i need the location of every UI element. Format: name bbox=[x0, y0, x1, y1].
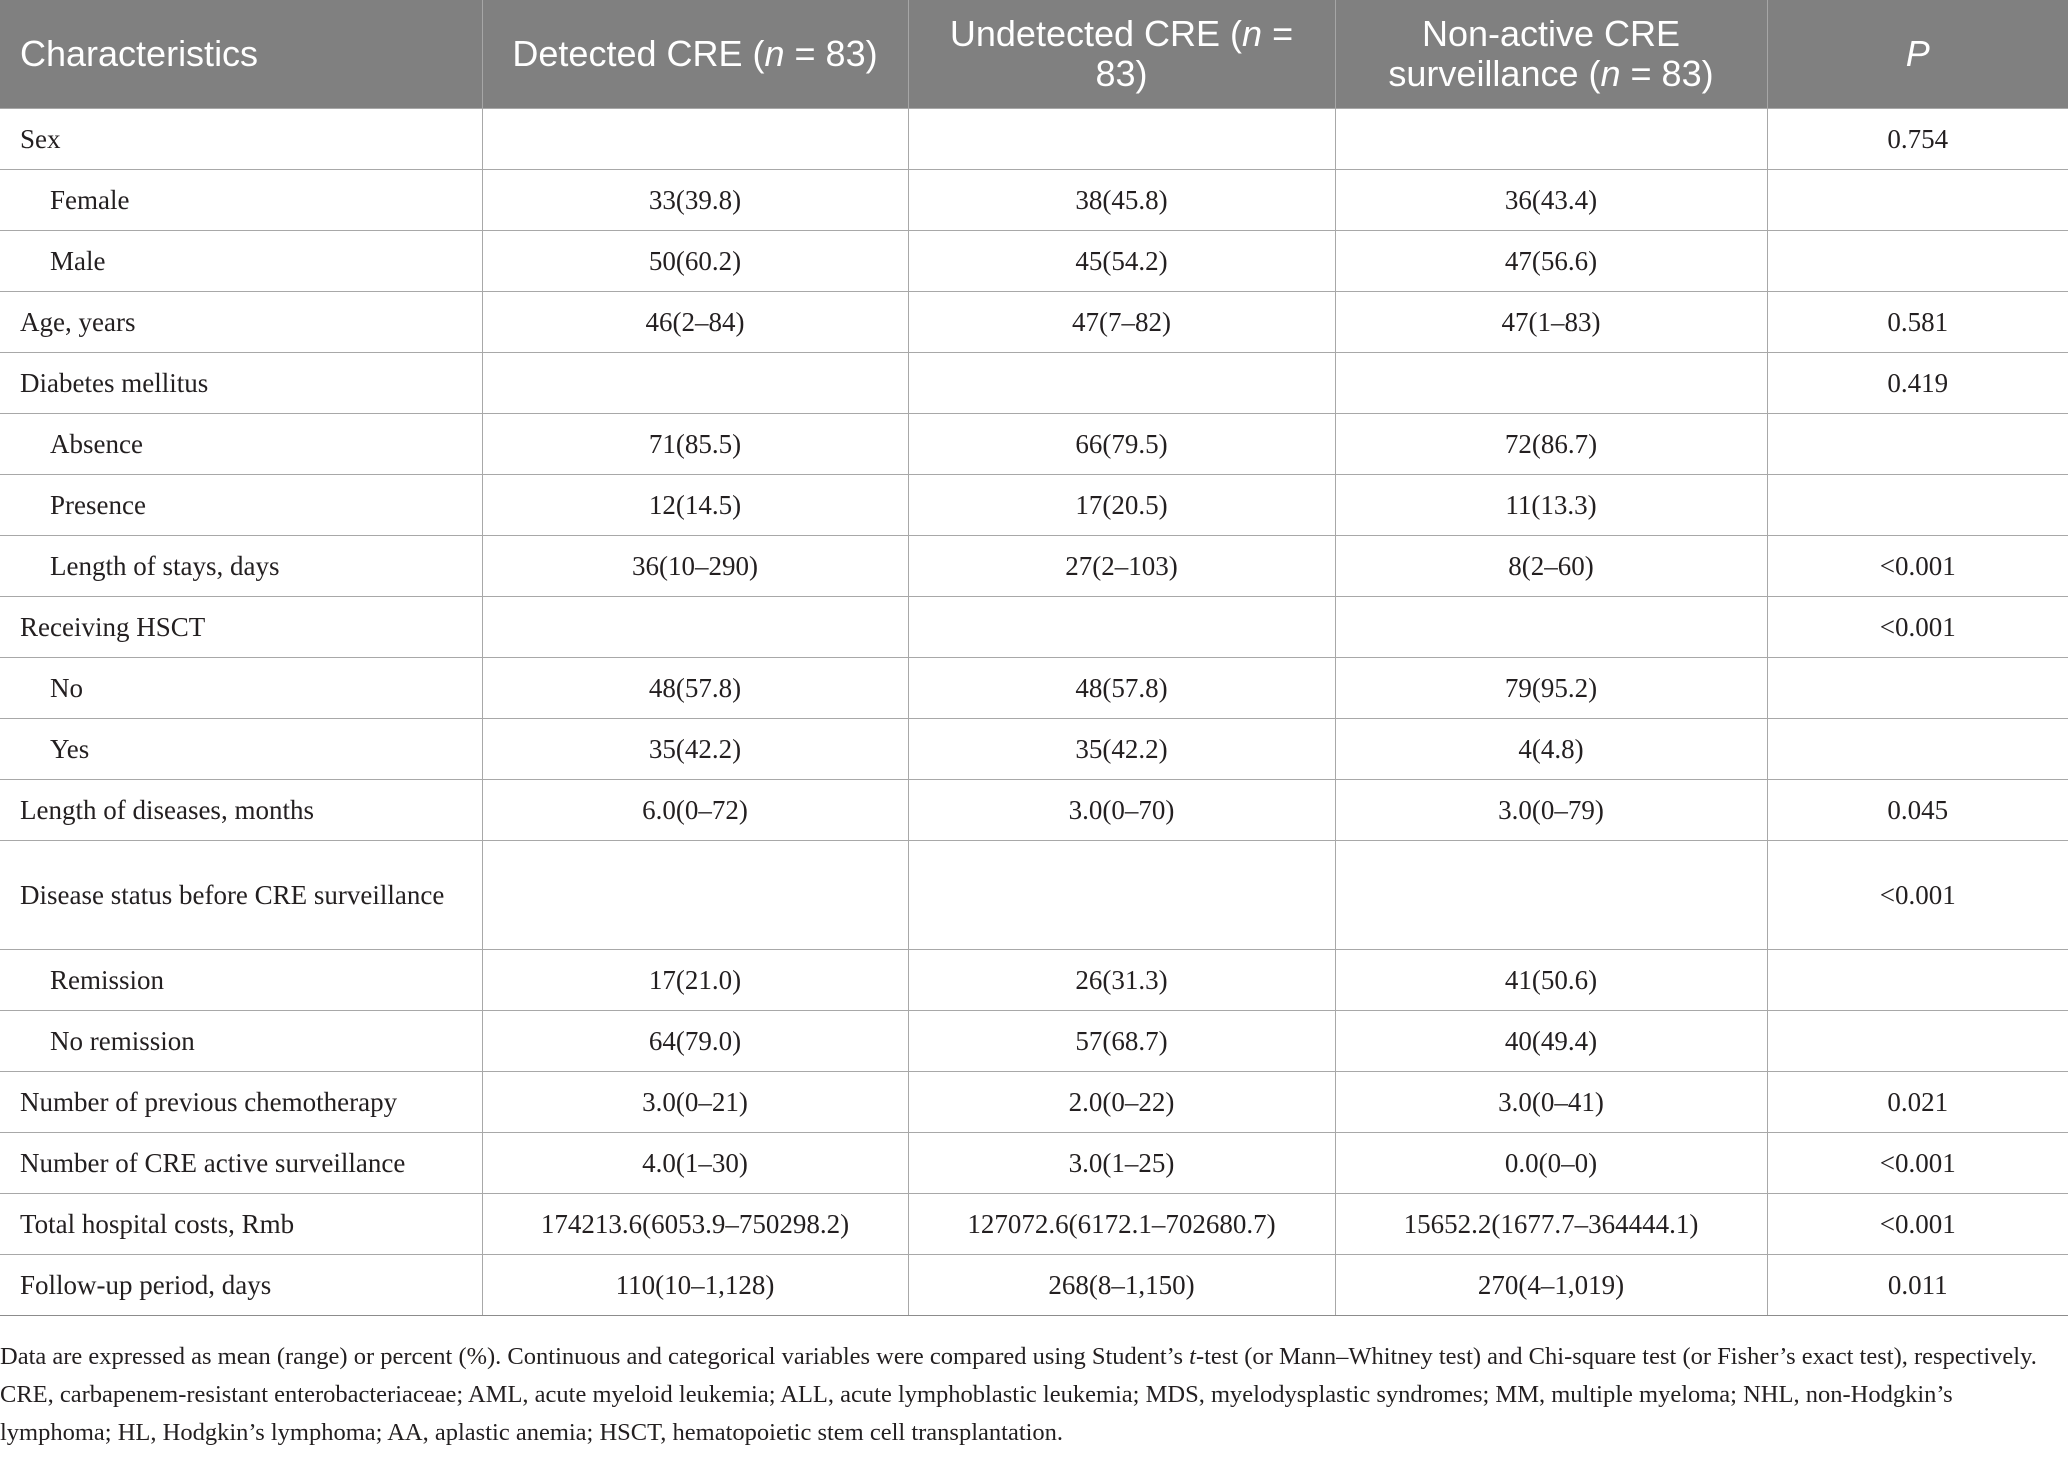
undetected-value: 17(20.5) bbox=[908, 475, 1335, 536]
p-value bbox=[1767, 414, 2068, 475]
nonactive-value bbox=[1335, 109, 1767, 170]
undetected-value: 48(57.8) bbox=[908, 658, 1335, 719]
table-row bbox=[0, 1072, 2068, 1133]
p-value bbox=[1767, 475, 2068, 536]
p-value: 0.021 bbox=[1767, 1072, 2068, 1133]
header-non-active-cre: Non-active CRE surveillance (n = 83) bbox=[1335, 0, 1767, 109]
table-row bbox=[0, 841, 2068, 950]
nonactive-value: 0.0(0–0) bbox=[1335, 1133, 1767, 1194]
detected-value: 6.0(0–72) bbox=[482, 780, 908, 841]
detected-value: 71(85.5) bbox=[482, 414, 908, 475]
detected-value: 48(57.8) bbox=[482, 658, 908, 719]
nonactive-value: 270(4–1,019) bbox=[1335, 1255, 1767, 1316]
nonactive-value: 11(13.3) bbox=[1335, 475, 1767, 536]
nonactive-value bbox=[1335, 597, 1767, 658]
row-label: Age, years bbox=[0, 292, 482, 353]
row-label: Disease status before CRE surveillance bbox=[0, 841, 482, 950]
table-row bbox=[0, 170, 2068, 231]
row-label: No remission bbox=[0, 1011, 482, 1072]
p-value: 0.754 bbox=[1767, 109, 2068, 170]
nonactive-value: 3.0(0–79) bbox=[1335, 780, 1767, 841]
table-row bbox=[0, 597, 2068, 658]
row-label: Length of stays, days bbox=[0, 536, 482, 597]
table-row bbox=[0, 1011, 2068, 1072]
p-value: 0.011 bbox=[1767, 1255, 2068, 1316]
detected-value bbox=[482, 597, 908, 658]
detected-value: 4.0(1–30) bbox=[482, 1133, 908, 1194]
table-row bbox=[0, 353, 2068, 414]
row-label: Absence bbox=[0, 414, 482, 475]
nonactive-value: 41(50.6) bbox=[1335, 950, 1767, 1011]
p-value: 0.419 bbox=[1767, 353, 2068, 414]
row-label: Number of CRE active surveillance bbox=[0, 1133, 482, 1194]
detected-value: 33(39.8) bbox=[482, 170, 908, 231]
undetected-value: 35(42.2) bbox=[908, 719, 1335, 780]
detected-value: 17(21.0) bbox=[482, 950, 908, 1011]
undetected-value: 2.0(0–22) bbox=[908, 1072, 1335, 1133]
row-label: Follow-up period, days bbox=[0, 1255, 482, 1316]
p-value bbox=[1767, 170, 2068, 231]
undetected-value: 3.0(1–25) bbox=[908, 1133, 1335, 1194]
nonactive-value bbox=[1335, 841, 1767, 950]
table-row bbox=[0, 292, 2068, 353]
row-label: Female bbox=[0, 170, 482, 231]
row-label: Diabetes mellitus bbox=[0, 353, 482, 414]
detected-value: 36(10–290) bbox=[482, 536, 908, 597]
p-value: <0.001 bbox=[1767, 597, 2068, 658]
detected-value: 12(14.5) bbox=[482, 475, 908, 536]
header-characteristics: Characteristics bbox=[0, 0, 482, 109]
nonactive-value: 3.0(0–41) bbox=[1335, 1072, 1767, 1133]
table-body bbox=[0, 109, 2068, 1316]
detected-value: 46(2–84) bbox=[482, 292, 908, 353]
undetected-value bbox=[908, 597, 1335, 658]
table-row bbox=[0, 658, 2068, 719]
detected-value bbox=[482, 841, 908, 950]
undetected-value bbox=[908, 841, 1335, 950]
table-row bbox=[0, 475, 2068, 536]
p-value: <0.001 bbox=[1767, 1133, 2068, 1194]
nonactive-value: 72(86.7) bbox=[1335, 414, 1767, 475]
p-value bbox=[1767, 719, 2068, 780]
p-value: 0.045 bbox=[1767, 780, 2068, 841]
detected-value: 64(79.0) bbox=[482, 1011, 908, 1072]
table-footnote: Data are expressed as mean (range) or percent (%). Continuous and categorical variables were compared using Student’s t-test (or Mann–Whitney test) and Chi-square test (or Fisher’s exact test), respectively. CRE, carbapenem-resistant enterobacteriaceae; AML, acute myeloid leukemia; ALL, acute lymphoblastic leukemia; MDS, myelodysplastic syndromes; MM, multiple myeloma; NHL, non-Hodgkin’s lymphoma; HL, Hodgkin’s lymphoma; AA, aplastic anemia; HSCT, hematopoietic stem cell transplantation. bbox=[0, 1343, 2037, 1446]
row-label: Receiving HSCT bbox=[0, 597, 482, 658]
p-value bbox=[1767, 1011, 2068, 1072]
nonactive-value: 47(1–83) bbox=[1335, 292, 1767, 353]
detected-value: 110(10–1,128) bbox=[482, 1255, 908, 1316]
undetected-value bbox=[908, 353, 1335, 414]
header-undetected-cre: Undetected CRE (n = 83) bbox=[908, 0, 1335, 109]
header-p-value: P bbox=[1767, 0, 2068, 109]
undetected-value bbox=[908, 109, 1335, 170]
row-label: Number of previous chemotherapy bbox=[0, 1072, 482, 1133]
table-row bbox=[0, 719, 2068, 780]
undetected-value: 26(31.3) bbox=[908, 950, 1335, 1011]
table-row bbox=[0, 1133, 2068, 1194]
row-label: Total hospital costs, Rmb bbox=[0, 1194, 482, 1255]
table-row bbox=[0, 414, 2068, 475]
row-label: Yes bbox=[0, 719, 482, 780]
p-value bbox=[1767, 950, 2068, 1011]
undetected-value: 57(68.7) bbox=[908, 1011, 1335, 1072]
row-label: Remission bbox=[0, 950, 482, 1011]
p-value: 0.581 bbox=[1767, 292, 2068, 353]
detected-value: 35(42.2) bbox=[482, 719, 908, 780]
row-label: No bbox=[0, 658, 482, 719]
nonactive-value: 36(43.4) bbox=[1335, 170, 1767, 231]
undetected-value: 38(45.8) bbox=[908, 170, 1335, 231]
undetected-value: 27(2–103) bbox=[908, 536, 1335, 597]
p-value: <0.001 bbox=[1767, 1194, 2068, 1255]
undetected-value: 47(7–82) bbox=[908, 292, 1335, 353]
nonactive-value: 8(2–60) bbox=[1335, 536, 1767, 597]
detected-value: 174213.6(6053.9–750298.2) bbox=[482, 1194, 908, 1255]
table-row bbox=[0, 1255, 2068, 1316]
table-row bbox=[0, 1194, 2068, 1255]
undetected-value: 3.0(0–70) bbox=[908, 780, 1335, 841]
table-row bbox=[0, 231, 2068, 292]
row-label: Presence bbox=[0, 475, 482, 536]
detected-value bbox=[482, 353, 908, 414]
header-detected-cre: Detected CRE (n = 83) bbox=[482, 0, 908, 109]
row-label: Sex bbox=[0, 109, 482, 170]
detected-value bbox=[482, 109, 908, 170]
table-row bbox=[0, 109, 2068, 170]
p-value bbox=[1767, 231, 2068, 292]
table-row bbox=[0, 950, 2068, 1011]
undetected-value: 45(54.2) bbox=[908, 231, 1335, 292]
undetected-value: 66(79.5) bbox=[908, 414, 1335, 475]
p-value: <0.001 bbox=[1767, 536, 2068, 597]
row-label: Male bbox=[0, 231, 482, 292]
header-row bbox=[0, 0, 2068, 109]
undetected-value: 268(8–1,150) bbox=[908, 1255, 1335, 1316]
nonactive-value bbox=[1335, 353, 1767, 414]
p-value bbox=[1767, 658, 2068, 719]
nonactive-value: 40(49.4) bbox=[1335, 1011, 1767, 1072]
nonactive-value: 79(95.2) bbox=[1335, 658, 1767, 719]
nonactive-value: 4(4.8) bbox=[1335, 719, 1767, 780]
nonactive-value: 15652.2(1677.7–364444.1) bbox=[1335, 1194, 1767, 1255]
table-row bbox=[0, 536, 2068, 597]
row-label: Length of diseases, months bbox=[0, 780, 482, 841]
detected-value: 3.0(0–21) bbox=[482, 1072, 908, 1133]
nonactive-value: 47(56.6) bbox=[1335, 231, 1767, 292]
detected-value: 50(60.2) bbox=[482, 231, 908, 292]
p-value: <0.001 bbox=[1767, 841, 2068, 950]
table-row bbox=[0, 780, 2068, 841]
undetected-value: 127072.6(6172.1–702680.7) bbox=[908, 1194, 1335, 1255]
